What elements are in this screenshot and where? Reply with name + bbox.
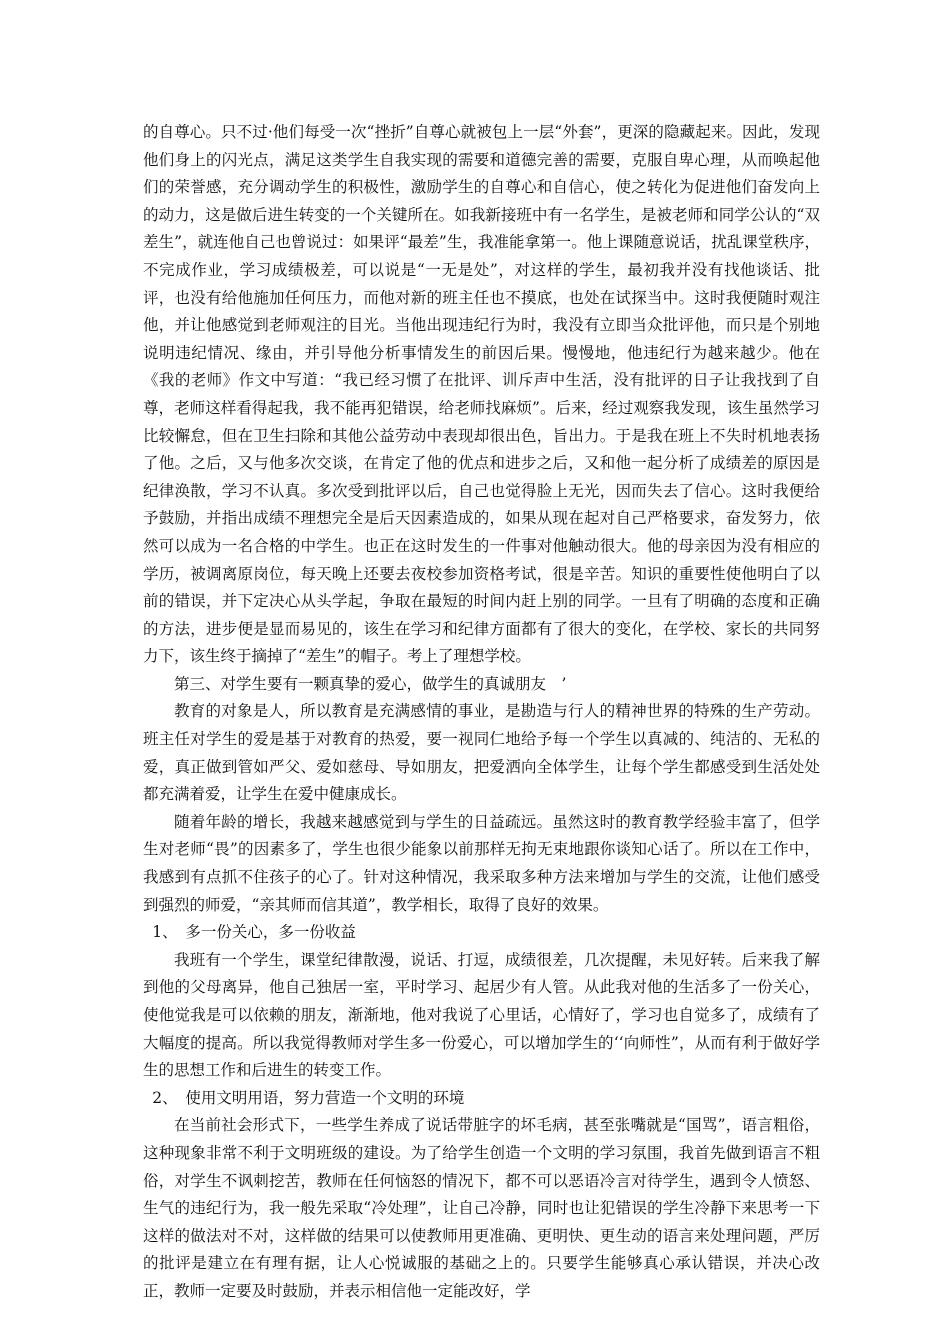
document-page [143, 119, 820, 1306]
section-heading-3: 第三、对学生要有一颗真挚的爱心，做学生的真诚朋友 ’ [174, 674, 567, 693]
paragraph-2: 教育的对象是人，所以教育是充满感情的事业，是勘造与行人的精神世界的特殊的生产劳动。班主任对学生的爱是基于对教育的热爱，要一视同仁地给予每一个学生以真减的、纯洁的、无私的爱，真正做到管如严父、爱如慈母、导如朋友，把爱洒向全体学生，让每个学生都感受到生活处处都充满着爱，让学生在爱中健康成长。 [143, 702, 820, 804]
paragraph-4: 我班有一个学生，课堂纪律散漫，说话、打逗，成绩很差，几次提醒，未见好转。后来我了解到他的父母离异，他自己独居一室，平时学习、起居少有人管。从此我对他的生活多了一份关心，使他觉我是可以依赖的朋友，渐渐地，他对我说了心里话，心情好了，学习也自觉多了，成绩有了大幅度的提高。所以我觉得教师对学生多一份爱心，可以增加学生的‘‘向师性”，从而有利于做好学生的思想工作和后进生的转变工作。 [143, 950, 820, 1080]
list-heading-1: 1、 多一份关心，多一份收益 [152, 923, 356, 942]
paragraph-3: 随着年龄的增长，我越来越感觉到与学生的日益疏远。虽然这时的教育教学经验丰富了，但学生对老师“畏”的因素多了，学生也很少能象以前那样无拘无束地跟你谈知心话了。所以在工作中，我感到有点抓不住孩子的心了。针对这种情况，我采取多种方法来增加与学生的交流，让他们感受到强烈的师爱，“亲其师而信其道”，教学相长，取得了良好的效果。 [143, 812, 820, 914]
paragraph-5: 在当前社会形式下，一些学生养成了说话带脏字的坏毛病，甚至张嘴就是“国骂”，语言粗俗，这种现象非常不利于文明班级的建设。为了给学生创造一个文明的学习氛围，我首先做到语言不粗俗，对学生不讽刺挖苦，教师在任何恼怒的情况下，都不可以恶语冷言对待学生，遇到令人愤怒、生气的违纪行为，我一般先采取“冷处理”，让自己冷静，同时也让犯错误的学生冷静下来思考一下这样的做法对不对，这样做的结果可以使教师用更准确、更明快、更生动的语言来处理问题，严厉的批评是建立在有理有据，让人心悦诚服的基础之上的。只要学生能够真心承认错误，并决心改正，教师一定要及时鼓励，并表示相信他一定能改好，学 [143, 1116, 820, 1300]
list-heading-2: 2、 使用文明用语，努力营造一个文明的环境 [152, 1088, 465, 1107]
paragraph-1: 的自尊心。只不过·他们每受一次“挫折”自尊心就被包上一层“外套”，更深的隐藏起来。因此，发现他们身上的闪光点，满足这类学生自我实现的需要和道德完善的需要，克服自卑心理，从而唤起他们的荣誉感，充分调动学生的积极性，激励学生的自尊心和自信心，使之转化为促进他们奋发向上的动力，这是做后进生转变的一个关键所在。如我新接班中有一名学生，是被老师和同学公认的“双差生”，就连他自己也曾说过：如果评“最差”生，我准能拿第一。他上课随意说话，扰乱课堂秩序，不完成作业，学习成绩极差，可以说是“一无是处”，对这样的学生，最初我并没有找他谈话、批评，也没有给他施加任何压力，而他对新的班主任也不摸底，也处在试探当中。这时我便随时观注他，并让他感觉到老师观注的目光。当他出现违纪行为时，我没有立即当众批评他，而只是个别地说明违纪情况、缘由，并引导他分析事情发生的前因后果。慢慢地，他违纪行为越来越少。他在《我的老师》作文中写道：“我已经习惯了在批评、训斥声中生活，没有批评的日子让我找到了自尊，老师这样看得起我，我不能再犯错误，给老师找麻烦”。后来，经过观察我发现，该生虽然学习比较懈怠，但在卫生扫除和其他公益劳动中表现却很出色，旨出力。于是我在班上不失时机地表扬了他。之后，又与他多次交谈，在肯定了他的优点和进步之后，又和他一起分析了成绩差的原因是纪律涣散，学习不认真。多次受到批评以后，自己也觉得脸上无光，因而失去了信心。这时我便给予鼓励，并指出成绩不理想完全是后天因素造成的，如果从现在起对自己严格要求，奋发努力，依然可以成为一名合格的中学生。也正在这时发生的一件事对他触动很大。他的母亲因为没有相应的学历，被调离原岗位，每天晚上还要去夜校参加资格考试，很是辛苦。知识的重要性使他明白了以前的错误，并下定决心从头学起，争取在最短的时间内赶上别的同学。一旦有了明确的态度和正确的方法，进步便是显而易见的，该生在学习和纪律方面都有了很大的变化，在学校、家长的共同努力下，该生终于摘掉了“差生”的帽子。考上了理想学校。 [143, 123, 820, 666]
